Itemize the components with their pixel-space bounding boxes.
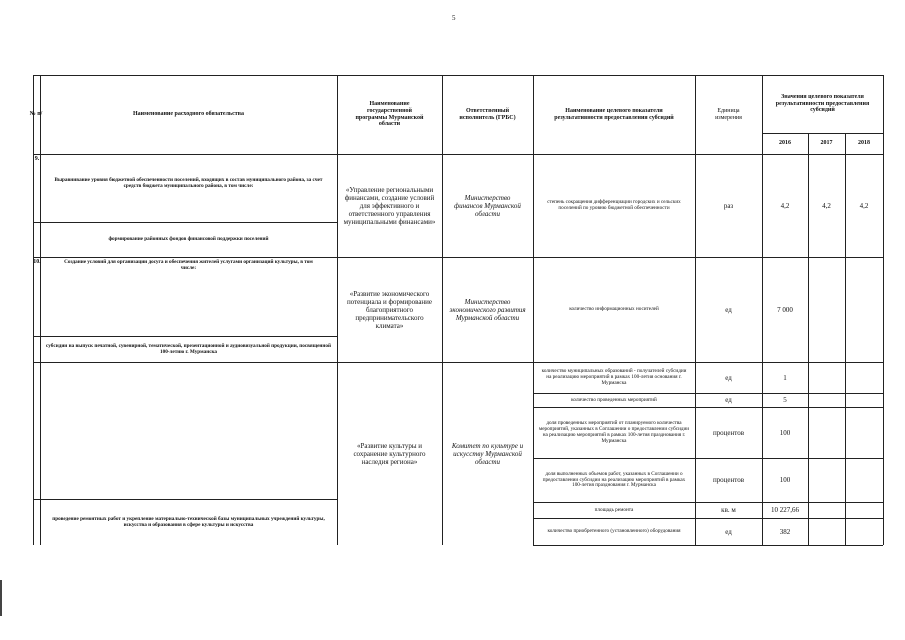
row-10-indicator-1: количество информационных носителей [569,306,659,313]
row-9-program: «Управление региональными финансами, создание условий для эффективного и ответственного управления муниципальными финансами» [343,185,436,227]
indicator-unit: ед [725,396,732,405]
row-10-value-1: 7 000 [777,305,793,314]
indicator-name: доля выполненных объемов работ, указанных в Соглашении о предоставлении субсидии на реализацию мероприятий в рамках 100-летия празднования г. Мурманска [542,470,686,489]
indicator-name: количество приобретенного (установленного) оборудования [547,528,681,535]
header-year-2017: 2017 [820,140,833,147]
indicator-unit: кв. м [721,506,736,515]
indicator-value: 10 227,66 [771,506,799,515]
row-10-unit-1: ед [725,305,732,314]
page-number: 5 [452,14,456,22]
row-9-executor: Министерство финансов Мурманской области [454,193,521,219]
indicator-unit: ед [725,527,732,536]
row-10-program-1: «Развитие экономического потенциала и формирование благоприятного предпринимательского климата» [346,289,433,331]
row-9-subitem: формирование районных фондов финансовой поддержки поселений [108,235,269,242]
row-10-subitem-1: субсидии на выпуск печатной, сувенирной, тематической, презентационной и аудиовизуальной продукции, посвященной 100-летию г. Мурманска [46,342,331,355]
header-year-2018: 2018 [858,140,870,147]
indicator-name: количество проведенных мероприятий [571,396,657,403]
row-9-num: 9. [34,156,40,162]
indicator-name: площадь ремонта [594,506,634,513]
row-10-obligation: Создание условий для организации досуга и обеспечения жителей услугами организаций культуры, в том числе: [64,259,313,271]
header-indicator: Наименование целевого показатели результативности предоставления субсидий [554,107,674,121]
indicator-value: 100 [779,428,791,437]
row-9-value-2017: 4,2 [822,201,831,210]
indicator-name: доля проведенных мероприятий от планируемого количества мероприятий, указанных в Соглашении о предоставлении субсидии на реализацию мероприятий в рамках 100-летия празднования г. Мурманска [538,420,690,444]
indicator-value: 100 [779,476,791,485]
indicator-unit: ед [725,373,732,382]
header-year-2016: 2016 [779,140,791,147]
header-program: Наименование государственной программы Мурманской области [355,100,424,128]
table-border [533,545,883,546]
row-10-executor-2: Комитет по культуре и искусству Мурманской области [451,441,524,467]
scan-edge-mark [0,580,2,616]
indicator-name: количество муниципальных образований - получателей субсидии на реализацию мероприятий в рамках 100-летия основания г. Мурманска [541,368,687,386]
indicator-value: 1 [783,373,787,382]
row-10-program-2: «Развитие культуры и сохранение культурного наследия региона» [353,441,426,467]
row-9-value-2018: 4,2 [859,201,869,210]
header-num: № п/ [29,111,43,118]
row-9-obligation: Выравнивание уровня бюджетной обеспеченности поселений, входящих в состав муниципального района, за счет средств бюджета муниципального района, в том числе: [54,177,323,189]
row-9-indicator: степень сокращения дифференциации городских и сельских поселений по уровню бюджетной обеспеченности [547,199,681,211]
indicator-unit: процентов [712,476,745,485]
row-10-executor-1: Министерство экономического развития Мурманской области [449,297,526,323]
indicator-value: 5 [783,396,787,405]
table-border [883,75,884,545]
header-unit: Единица измерения [715,107,742,121]
row-10-num: 10. [33,259,41,265]
row-9-unit: раз [723,201,734,210]
header-values: Значения целевого показателя результативности предоставления субсидий [775,93,870,114]
row-10-subitem-2: проведение ремонтных работ и укрепление материально-технической базы муниципальных учреждений культуры, искусства и образования в сфере культуры и искусства [52,515,325,528]
header-executor: Ответственный исполнитель (ГРБС) [459,107,516,121]
indicator-unit: процентов [712,428,745,437]
header-obligation: Наименование расходного обязательства [133,111,244,118]
indicator-value: 382 [779,527,791,536]
row-9-value-2016: 4,2 [780,201,790,210]
